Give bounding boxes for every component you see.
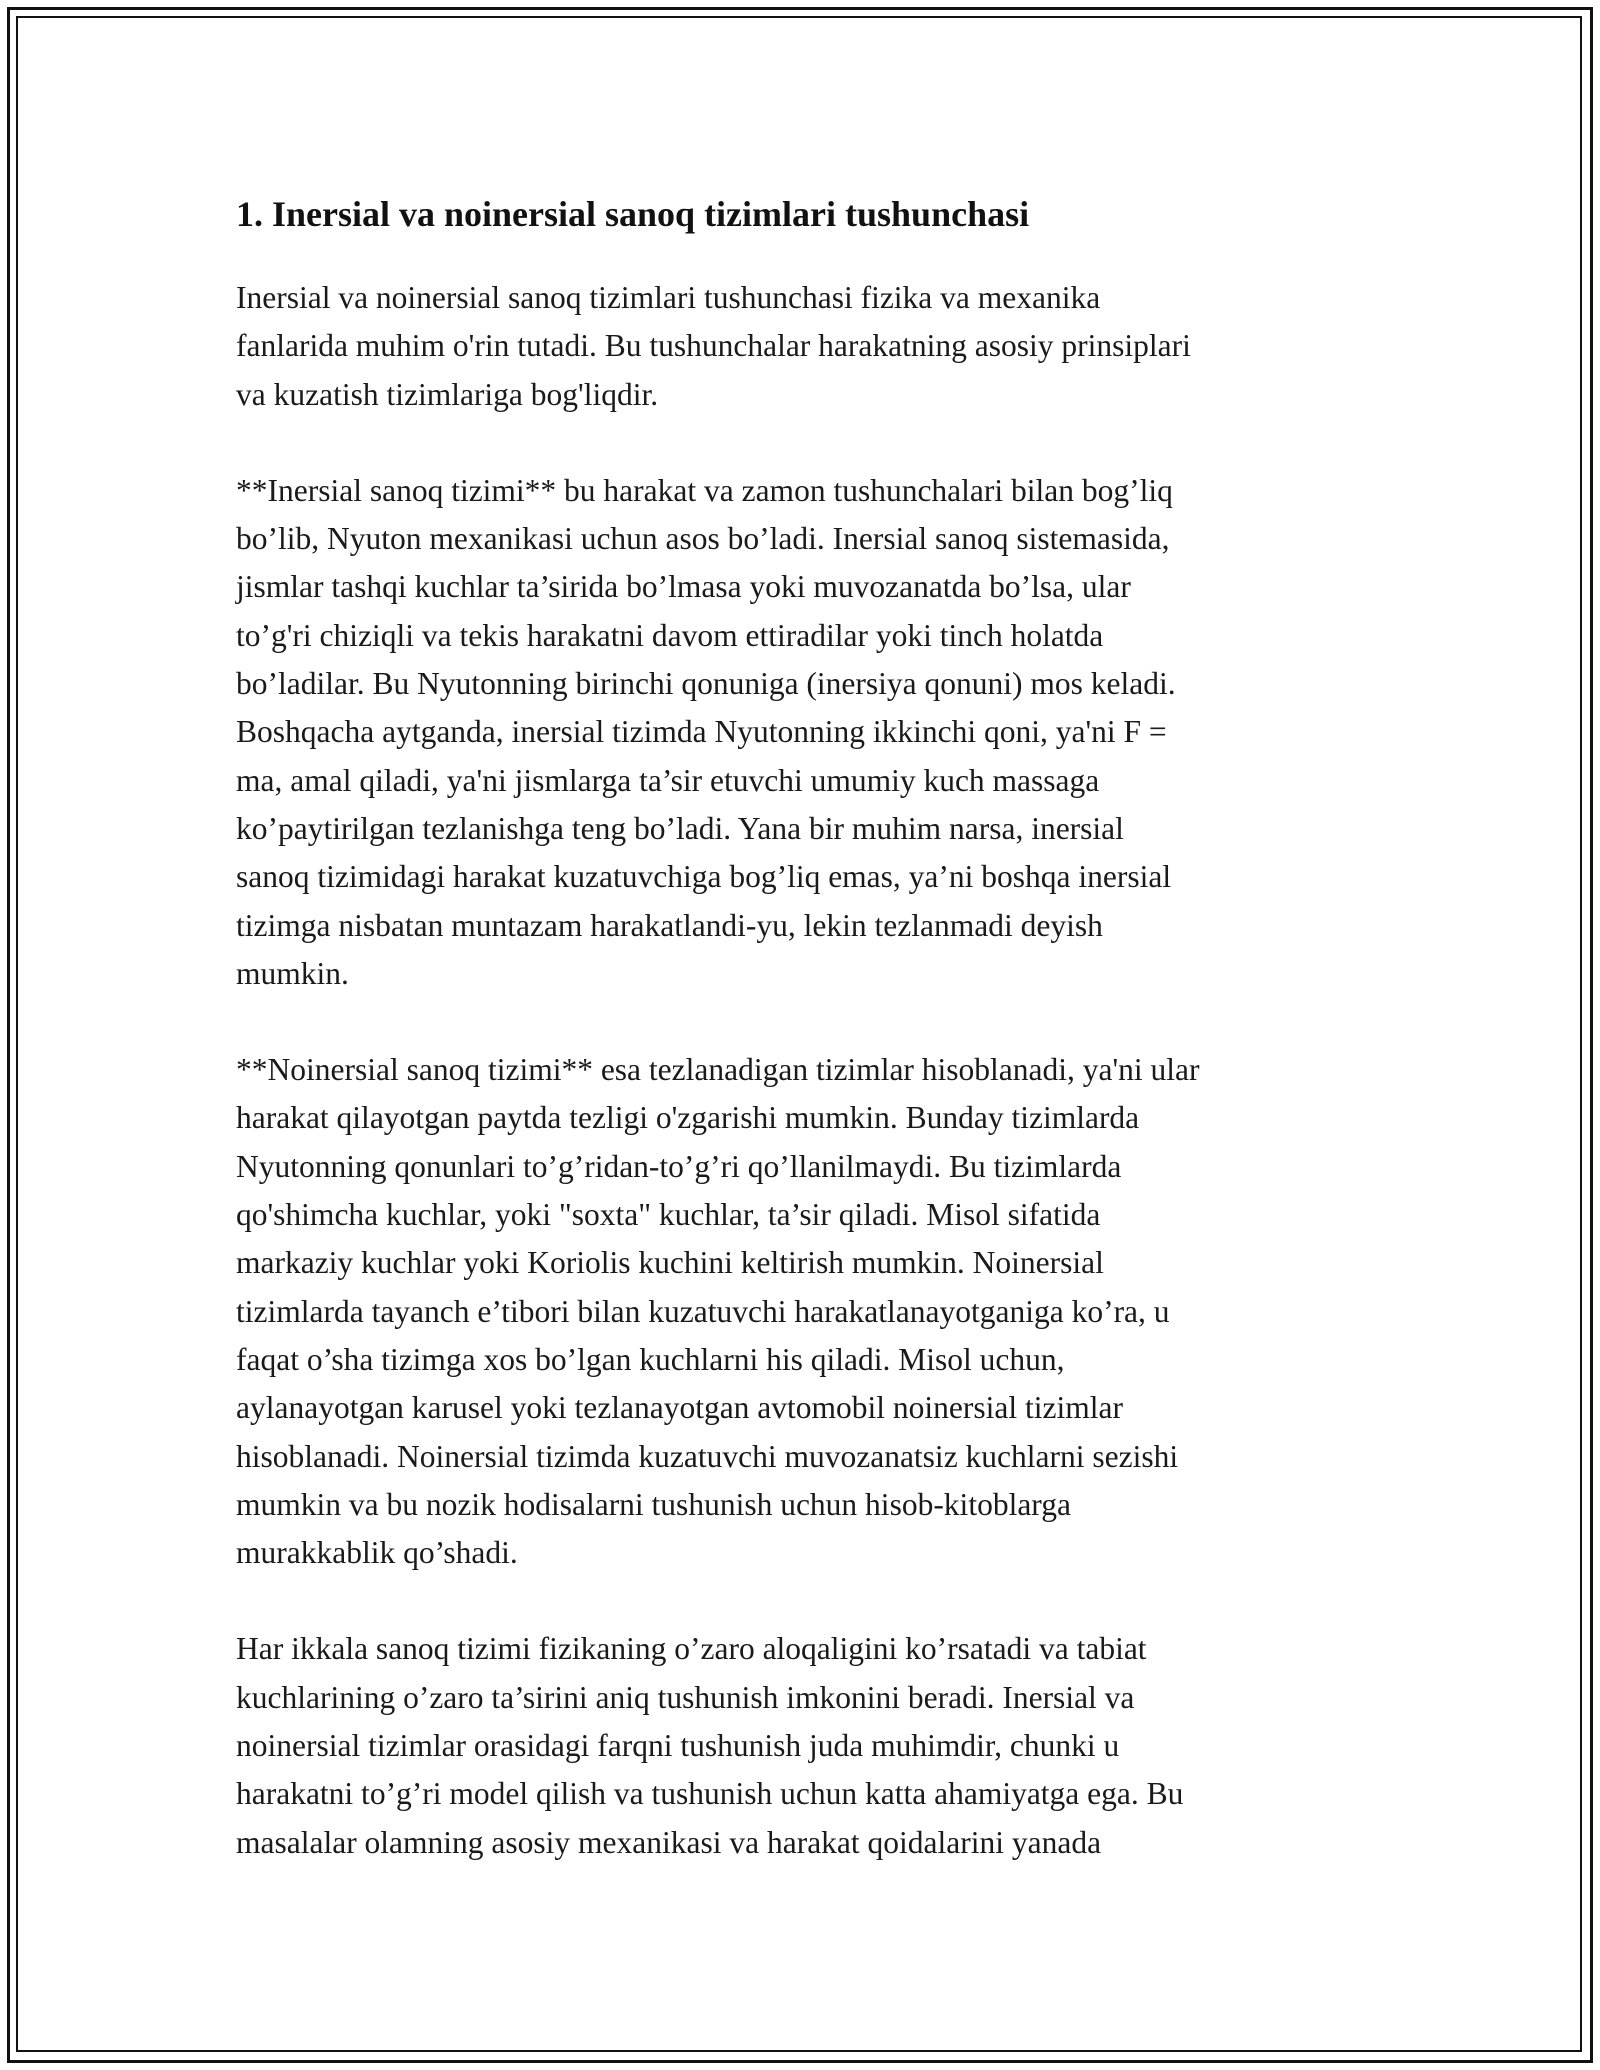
text-line: harakatni to’g’ri model qilish va tushunish uchun katta ahamiyatga ega. Bu: [236, 1776, 1184, 1812]
text-line: **Noinersial sanoq tizimi** esa tezlanadigan tizimlar hisoblanadi, ya'ni ular: [236, 1052, 1200, 1088]
text-line: Inersial va noinersial sanoq tizimlari tushunchasi fizika va mexanika: [236, 280, 1101, 315]
text-line: ko’paytirilgan tezlanishga teng bo’ladi. Yana bir muhim narsa, inersial: [236, 810, 1124, 846]
text-line: jismlar tashqi kuchlar ta’sirida bo’lmasa yoki muvozanatda bo’lsa, ular: [236, 569, 1131, 605]
text-line: hisoblanadi. Noinersial tizimda kuzatuvchi muvozanatsiz kuchlarni sezishi: [236, 1438, 1179, 1474]
text-line: **Inersial sanoq tizimi** bu harakat va zamon tushunchalari bilan bog’liq: [236, 472, 1173, 508]
text-line: Nyutonning qonunlari to’g’ridan-to’g’ri qo’llanilmaydi. Bu tizimlarda: [236, 1148, 1122, 1184]
text-line: bo’lib, Nyuton mexanikasi uchun asos bo’ladi. Inersial sanoq sistemasida,: [236, 521, 1170, 557]
text-line: harakat qilayotgan paytda tezligi o'zgarishi mumkin. Bunday tizimlarda: [236, 1100, 1140, 1136]
text-line: mumkin.: [236, 955, 349, 991]
text-line: masalalar olamning asosiy mexanikasi va harakat qoidalarini yanada: [236, 1824, 1102, 1860]
text-line: markaziy kuchlar yoki Koriolis kuchini keltirish mumkin. Noinersial: [236, 1245, 1104, 1281]
text-line: sanoq tizimidagi harakat kuzatuvchiga bog’liq emas, ya’ni boshqa inersial: [236, 859, 1172, 895]
text-line: mumkin va bu nozik hodisalarni tushunish uchun hisob-kitoblarga: [236, 1486, 1071, 1522]
paragraph-intro: [236, 274, 1366, 419]
text-line: bo’ladilar. Bu Nyutonning birinchi qonuniga (inersiya qonuni) mos keladi.: [236, 666, 1176, 702]
text-line: faqat o’sha tizimga xos bo’lgan kuchlarni his qiladi. Misol uchun,: [236, 1341, 1065, 1377]
paragraph-noninertial: [236, 1046, 1366, 1577]
text-line: va kuzatish tizimlariga bog'liqdir.: [236, 376, 659, 412]
section-heading: 1. Inersial va noinersial sanoq tizimlari tushunchasi: [236, 194, 1030, 234]
paragraph-inertial: [236, 467, 1366, 998]
text-line: fanlarida muhim o'rin tutadi. Bu tushunchalar harakatning asosiy prinsiplari: [236, 328, 1191, 364]
document-body: [236, 190, 1366, 1915]
text-line: Boshqacha aytganda, inersial tizimda Nyutonning ikkinchi qoni, ya'ni F =: [236, 714, 1167, 750]
paragraph-conclusion: [236, 1625, 1366, 1866]
text-line: aylanayotgan karusel yoki tezlanayotgan avtomobil noinersial tizimlar: [236, 1390, 1123, 1426]
text-line: qo'shimcha kuchlar, yoki "soxta" kuchlar, ta’sir qiladi. Misol sifatida: [236, 1197, 1101, 1233]
text-line: noinersial tizimlar orasidagi farqni tushunish juda muhimdir, chunki u: [236, 1728, 1120, 1764]
text-line: Har ikkala sanoq tizimi fizikaning o’zaro aloqaligini ko’rsatadi va tabiat: [236, 1631, 1147, 1667]
text-line: kuchlarining o’zaro ta’sirini aniq tushunish imkonini beradi. Inersial va: [236, 1679, 1135, 1715]
text-line: ma, amal qiladi, ya'ni jismlarga ta’sir etuvchi umumiy kuch massaga: [236, 762, 1100, 798]
text-line: tizimlarda tayanch e’tibori bilan kuzatuvchi harakatlanayotganiga ko’ra, u: [236, 1293, 1170, 1329]
text-line: murakkablik qo’shadi.: [236, 1535, 518, 1571]
text-line: to’g'ri chiziqli va tekis harakatni davom ettiradilar yoki tinch holatda: [236, 617, 1104, 653]
text-line: tizimga nisbatan muntazam harakatlandi-yu, lekin tezlanmadi deyish: [236, 907, 1103, 943]
